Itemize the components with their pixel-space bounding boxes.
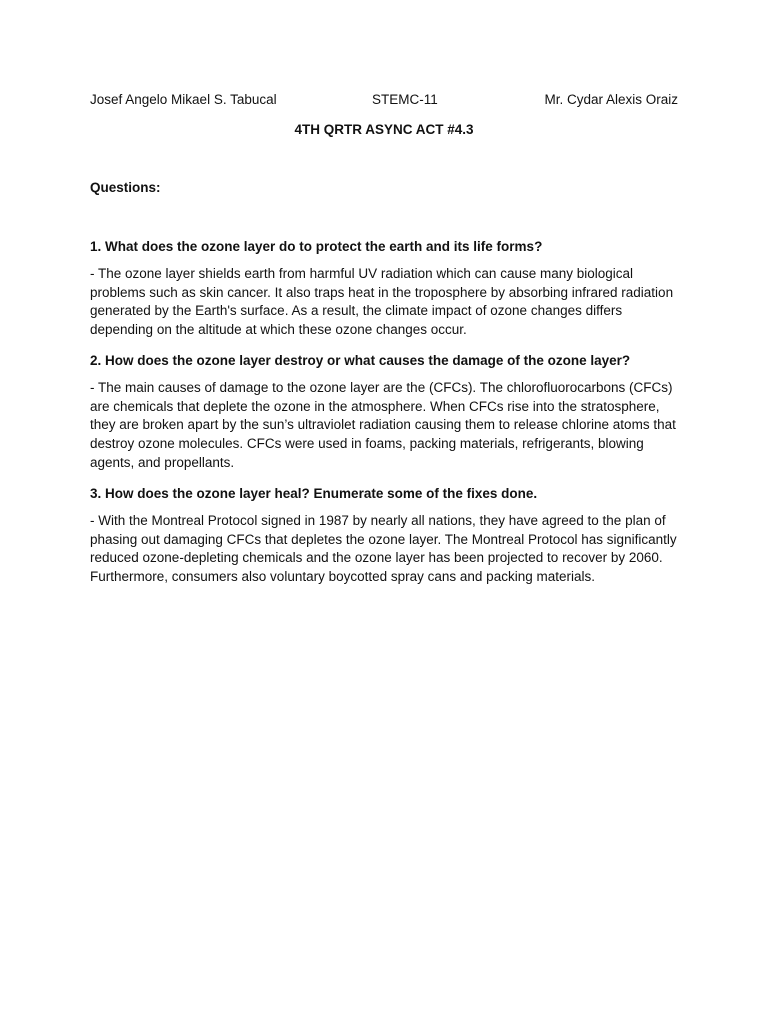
answer-2: - The main causes of damage to the ozone layer are the (CFCs). The chlorofluorocarbons (CFCs) are chemicals that deplete the ozone in the atmosphere. When CFCs rise into the stratosphere, they are broken apart by the sun’s ultraviolet radiation causing them to release chlorine atoms that destroy ozone molecules. CFCs were used in foams, packing materials, refrigerants, blowing agents, and propellants.: [90, 380, 676, 470]
question-1: 1. What does the ozone layer do to protect the earth and its life forms?: [90, 239, 543, 254]
questions-heading: Questions:: [90, 180, 161, 195]
student-name: Josef Angelo Mikael S. Tabucal: [90, 92, 277, 107]
teacher-name: Mr. Cydar Alexis Oraiz: [544, 92, 678, 107]
question-3: 3. How does the ozone layer heal? Enumerate some of the fixes done.: [90, 486, 538, 501]
section-label: STEMC-11: [372, 92, 438, 107]
question-block-1: [90, 237, 680, 340]
document-header: [90, 92, 680, 112]
document-title: 4TH QRTR ASYNC ACT #4.3: [294, 122, 474, 137]
question-block-3: [90, 484, 680, 587]
answer-1: - The ozone layer shields earth from harmful UV radiation which can cause many biological problems such as skin cancer. It also traps heat in the troposphere by absorbing infrared radiation generated by the Earth's surface. As a result, the climate impact of ozone changes differs depending on the altitude at which these ozone changes occur.: [90, 266, 674, 338]
answer-3: - With the Montreal Protocol signed in 1987 by nearly all nations, they have agreed to the plan of phasing out damaging CFCs that depletes the ozone layer. The Montreal Protocol has significantly reduced ozone-depleting chemicals and the ozone layer has been projected to recover by 2060. Furthermore, consumers also voluntary boycotted spray cans and packing materials.: [90, 513, 677, 585]
question-2: 2. How does the ozone layer destroy or what causes the damage of the ozone layer?: [90, 353, 631, 368]
question-block-2: [90, 351, 680, 473]
